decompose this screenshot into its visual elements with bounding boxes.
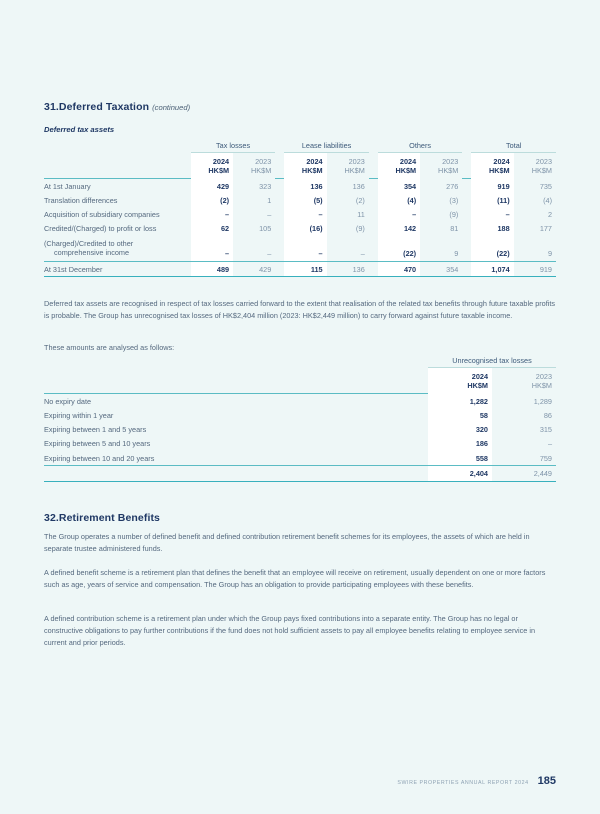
cell-value: 919 — [514, 261, 556, 277]
cell-value: 86 — [543, 410, 552, 420]
cell-value: 105 — [259, 224, 272, 234]
year-gap — [418, 368, 428, 394]
group-gap — [418, 356, 428, 368]
cell-value: 81 — [450, 224, 459, 234]
cell-value: – — [284, 236, 326, 261]
cell-value: 9 — [547, 249, 552, 259]
cell-value: 58 — [428, 408, 492, 422]
row-label: Translation differences — [44, 195, 118, 205]
cell-value: 1 — [267, 195, 272, 205]
footer-page-number: 185 — [537, 775, 556, 787]
table-row — [44, 179, 556, 194]
cell-value: – — [267, 249, 272, 259]
note-31-heading — [44, 101, 190, 113]
cell-value: 142 — [378, 222, 420, 236]
cell-value: 558 — [428, 451, 492, 466]
group-header-blank — [44, 356, 418, 368]
year-gap — [275, 153, 284, 179]
page-footer — [397, 775, 556, 787]
cell-value: 136 — [352, 181, 365, 191]
cell-value: 735 — [539, 181, 552, 191]
gap — [275, 222, 284, 236]
cell-value: – — [547, 439, 552, 449]
cell-value: 115 — [284, 261, 326, 277]
cell-value: 136 — [327, 261, 369, 277]
gap — [275, 261, 284, 277]
row-label-line1: (Charged)/Credited to other — [44, 238, 134, 248]
row-label: At 31st December — [44, 261, 184, 277]
col-header-taxlosses-2024: 2024 HK$M — [191, 153, 233, 179]
gap — [462, 179, 471, 194]
cell-value: 186 — [428, 437, 492, 451]
note-31-title: Deferred Taxation — [58, 101, 150, 113]
row-label: At 1st January — [44, 181, 91, 191]
cell-value: – — [378, 208, 420, 222]
cell-value: (2) — [191, 193, 233, 207]
gap — [369, 208, 378, 222]
cell-value: (9) — [449, 210, 459, 220]
note-32-number: 32. — [44, 512, 59, 524]
year-gap — [184, 153, 191, 179]
retirement-benefits-paragraph-1: The Group operates a number of defined benefit and defined contribution retirement benefit schemes for its employees, the assets of which are held in separate trustee administered funds. — [44, 532, 530, 553]
group-header-total: Total — [471, 141, 556, 153]
col-header-lease-2023: 2023 HK$M — [344, 157, 365, 176]
group-gap — [462, 141, 471, 153]
cell-value: 323 — [259, 181, 272, 191]
gap — [418, 451, 428, 466]
group-header-others: Others — [378, 141, 462, 153]
gap — [184, 208, 191, 222]
deferred-tax-assets-table — [44, 141, 556, 277]
cell-value: (4) — [543, 195, 552, 205]
cell-value: 919 — [471, 179, 513, 194]
year-header-blank — [44, 153, 184, 179]
retirement-benefits-paragraph-2: A defined benefit scheme is a retirement plan that defines the benefit that an employee will receive on retirement, usually dependent on one or more factors such as age, years of service and compensation. The Group has an obligation to provide participating employees with these benefits. — [44, 568, 546, 589]
cell-value: 11 — [357, 210, 365, 220]
cell-value: – — [191, 236, 233, 261]
note-32-heading — [44, 512, 160, 524]
cell-value: (22) — [471, 236, 513, 261]
cell-value: – — [191, 208, 233, 222]
cell-value: 429 — [191, 179, 233, 194]
cell-value: (16) — [284, 222, 326, 236]
row-label: Acquisition of subsidiary companies — [44, 210, 160, 220]
col-header-unrecognised-2023: 2023 HK$M — [531, 372, 552, 391]
cell-value: 320 — [428, 423, 492, 437]
row-label: Expiring within 1 year — [44, 410, 114, 420]
cell-value: (5) — [284, 193, 326, 207]
table-row — [44, 451, 556, 466]
row-label — [44, 466, 418, 482]
gap — [275, 236, 284, 261]
gap — [184, 179, 191, 194]
cell-value: 1,282 — [428, 394, 492, 409]
col-header-total-2023: 2023 HK$M — [531, 157, 552, 176]
row-label: Credited/(Charged) to profit or loss — [44, 224, 157, 234]
group-header-tax-losses: Tax losses — [191, 141, 275, 153]
col-header-lease-2024: 2024 HK$M — [284, 153, 326, 179]
row-label: Expiring between 5 and 10 years — [44, 439, 151, 449]
gap — [418, 437, 428, 451]
cell-value: 62 — [191, 222, 233, 236]
deferred-tax-note-paragraph: Deferred tax assets are recognised in respect of tax losses carried forward to the extent that realisation of the related tax benefits through future taxable profits is probable. The Group has unrecognised tax losses of HK$2,404 million (2023: HK$2,449 million) to carry forward against future taxable income. — [44, 299, 556, 320]
gap — [418, 394, 428, 409]
table-total-row — [44, 261, 556, 277]
group-gap — [369, 141, 378, 153]
table-row — [44, 437, 556, 451]
table-total-row — [44, 466, 556, 482]
retirement-benefits-paragraph-3: A defined contribution scheme is a retirement plan under which the Group pays fixed contributions into a separate entity. The Group has no legal or constructive obligations to pay further contributions if the fund does not hold sufficient assets to pay all employee benefits relating to employee service in current and prior periods. — [44, 614, 536, 647]
group-header-blank — [44, 141, 184, 153]
note-31-number: 31. — [44, 101, 59, 113]
table-row — [44, 236, 556, 261]
gap — [418, 408, 428, 422]
group-gap — [275, 141, 284, 153]
gap — [369, 236, 378, 261]
cell-value: 1,074 — [471, 261, 513, 277]
row-label: Expiring between 1 and 5 years — [44, 425, 147, 435]
cell-value: 9 — [454, 249, 459, 259]
group-header-unrecognised-tax-losses: Unrecognised tax losses — [428, 356, 556, 368]
table-row — [44, 408, 556, 422]
unrecognised-tax-losses-table — [44, 356, 556, 482]
cell-value: 188 — [471, 222, 513, 236]
cell-value: 276 — [446, 181, 459, 191]
col-header-others-2024: 2024 HK$M — [378, 153, 420, 179]
gap — [369, 179, 378, 194]
col-header-unrecognised-2024: 2024 HK$M — [428, 368, 492, 394]
cell-value: 315 — [539, 425, 552, 435]
cell-value: (4) — [378, 193, 420, 207]
gap — [184, 236, 191, 261]
row-label: No expiry date — [44, 396, 92, 406]
cell-value: 354 — [378, 179, 420, 194]
cell-value: 759 — [539, 453, 552, 463]
cell-value: – — [267, 210, 272, 220]
gap — [462, 193, 471, 207]
gap — [275, 193, 284, 207]
gap — [418, 466, 428, 482]
group-header-lease-liabilities: Lease liabilities — [284, 141, 368, 153]
cell-value: (9) — [355, 224, 365, 234]
year-gap — [462, 153, 471, 179]
cell-value: (11) — [471, 193, 513, 207]
group-gap — [184, 141, 191, 153]
gap — [462, 236, 471, 261]
cell-value: 2,404 — [428, 466, 492, 482]
cell-value: 470 — [378, 261, 420, 277]
gap — [184, 193, 191, 207]
cell-value: (3) — [449, 195, 459, 205]
year-gap — [369, 153, 378, 179]
group-header-row — [44, 356, 556, 368]
cell-value: 489 — [191, 261, 233, 277]
col-header-taxlosses-2023: 2023 HK$M — [251, 157, 272, 176]
table-row — [44, 208, 556, 222]
gap — [369, 193, 378, 207]
gap — [369, 222, 378, 236]
footer-report-title: SWIRE PROPERTIES ANNUAL REPORT 2024 — [397, 780, 529, 786]
gap — [462, 208, 471, 222]
gap — [275, 208, 284, 222]
cell-value: 354 — [420, 261, 462, 277]
year-header-row — [44, 153, 556, 179]
row-label — [44, 236, 184, 261]
gap — [184, 222, 191, 236]
cell-value: 177 — [539, 224, 552, 234]
cell-value: – — [360, 249, 365, 259]
table-row — [44, 423, 556, 437]
year-header-row — [44, 368, 556, 394]
gap — [462, 222, 471, 236]
gap — [184, 261, 191, 277]
deferred-tax-assets-subheading: Deferred tax assets — [44, 125, 115, 134]
table-row — [44, 394, 556, 409]
cell-value: – — [284, 208, 326, 222]
row-label-line2: comprehensive income — [54, 248, 130, 258]
gap — [369, 261, 378, 277]
cell-value: – — [471, 208, 513, 222]
note-32-title: Retirement Benefits — [58, 512, 160, 524]
gap — [462, 261, 471, 277]
gap — [275, 179, 284, 194]
col-header-total-2024: 2024 HK$M — [471, 153, 513, 179]
cell-value: (2) — [355, 195, 365, 205]
row-label: Expiring between 10 and 20 years — [44, 453, 155, 463]
cell-value: 429 — [233, 261, 275, 277]
cell-value: (22) — [378, 236, 420, 261]
cell-value: 136 — [284, 179, 326, 194]
table-row — [44, 222, 556, 236]
col-header-others-2023: 2023 HK$M — [438, 157, 459, 176]
table-row — [44, 193, 556, 207]
cell-value: 1,289 — [533, 396, 552, 406]
gap — [418, 423, 428, 437]
analysis-intro-paragraph: These amounts are analysed as follows: — [44, 343, 175, 352]
note-31-continued: (continued) — [152, 103, 191, 112]
cell-value: 2,449 — [492, 466, 556, 482]
cell-value: 2 — [547, 210, 552, 220]
year-header-blank — [44, 368, 418, 394]
group-header-row — [44, 141, 556, 153]
